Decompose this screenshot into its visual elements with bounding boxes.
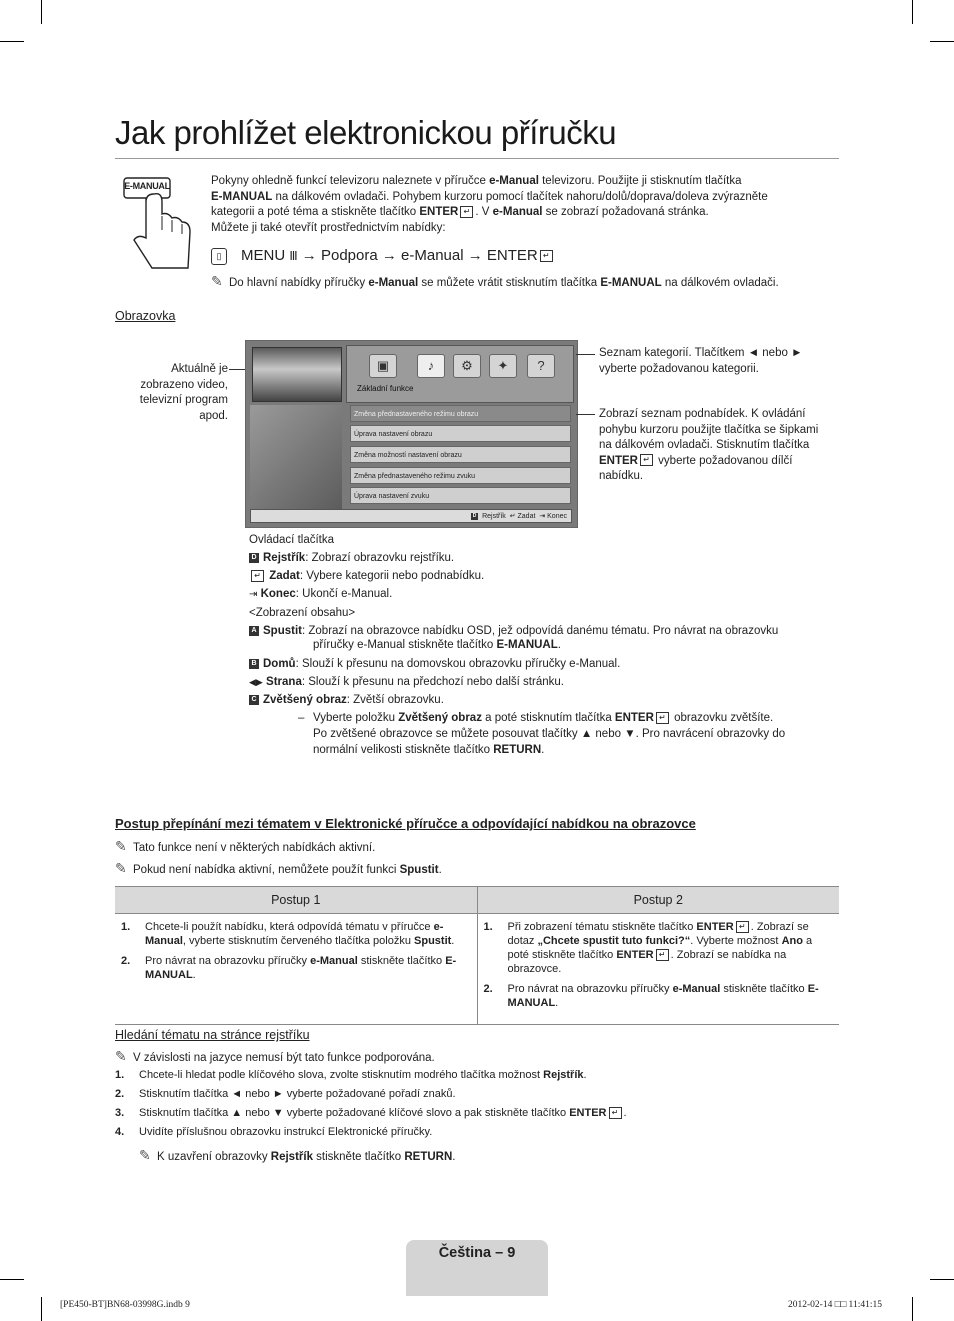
footer-file: [PE450-BT]BN68-03998G.indb 9 [60,1300,190,1310]
postup-note: ✎ Tato funkce není v některých nabídkách aktivní. [115,838,376,854]
category-settings-icon[interactable]: ⚙ [453,354,481,378]
crop-mark [930,1279,954,1280]
pencil-note-icon: ✎ [139,1147,151,1163]
menu-path: ▯ MENU Ⅲ → Podpora → e-Manual → ENTER ↵ [211,247,555,265]
enter-icon: ↵ [251,570,264,582]
left-note: Aktuálně je zobrazeno video, televizní program apod. [139,363,228,422]
crop-mark [930,41,954,42]
menu-grid-icon: Ⅲ [289,249,298,263]
category-label: Základní funkce [357,384,414,393]
leader-line [576,414,595,415]
leader-line [576,354,595,355]
enter-icon: ↵ [509,513,516,520]
page-number: Čeština – 9 [438,1245,516,1261]
category-bar [346,345,574,403]
hledani-list: ✎ V závislosti na jazyce nemusí být tato funkce podporována. 1. Chcete-li hledat podle klíčového slova, zvolte stisknutím modrého tlačítka možnost Rejstřík. 2. Stisknutím tlačítka ◄ nebo ► vyberte požadované pořadí znaků. 3. Stisknutím tlačítka ▲ nebo ▼ vyberte požadované klíčové slovo a pak stiskněte tlačítko ENTER ↵ . 4. Uvidíte příslušnou obrazovku instrukcí Elektronické příručky. ✎ K uzavření obrazovky Rejstřík stiskněte tlačítko RETURN. [115,1048,627,1163]
submenu-item[interactable]: Změna přednastaveného režimu obrazu [350,405,571,422]
screen-heading: Obrazovka [115,309,176,323]
emanual-key-label: E-MANUAL [124,181,170,191]
category-support-icon[interactable]: ✦ [489,354,517,378]
controls-list: Ovládací tlačítka D Rejstřík: Zobrazí obrazovku rejstříku. ↵ Zadat: Vybere kategorii nebo podnabídku. ⇥ Konec: Ukončí e-Manual. <Zobrazení obsahu> A Spustit: Zobrazí na obrazovce nabídku OSD, jež odpovídá danému tématu. Pro návrat na obrazovku příručky e-Manual stiskněte tlačítko E-MANUAL. B Domů: Slouží k přesunu na domovskou obrazovku příručky e-Manual. ◀▶ Strana: Slouží k přesunu na předchozí nebo další stránku. C Zvětšený obraz: Zvětší obrazovku. – Vyberte položku Zvětšený obraz a poté stisknutím tlačítka ENTER ↵ obrazovku zvětšíte. Po zvětšené obrazovce se můžete posouvat tlačítky ▲ nebo ▼. Pro navrácení obrazovky do normální velikosti stiskněte tlačítko RETURN. [249,534,786,756]
hledani-heading: Hledání tématu na stránce rejstříku [115,1028,310,1042]
left-right-arrows-icon: ◀▶ [249,677,263,687]
category-picture-icon[interactable]: ▣ [369,354,397,378]
exit-icon: ⇥ [539,513,546,520]
menu-note-icon: ▯ [211,248,227,265]
page-title: Jak prohlížet elektronickou příručku [115,114,617,151]
enter-icon: ↵ [640,454,653,466]
postup-note: ✎ Pokud není nabídka aktivní, nemůžete použít funkci Spustit. [115,860,442,876]
footer-date: 2012-02-14 □□ 11:41:15 [788,1300,882,1310]
category-help-icon[interactable]: ? [527,354,555,378]
title-divider [115,158,839,159]
pencil-note-icon: ✎ [211,273,223,289]
screen-illustration [250,405,342,509]
a-key-icon: A [249,626,259,636]
right-note-submenus: Zobrazí seznam podnabídek. K ovládání pohybu kurzoru použijte tlačítka se šipkami na dálkovém ovladači. Stisknutím tlačítka ENTER ↵ vyberte požadovanou dílčí nabídku. [599,408,819,482]
crop-mark [912,0,913,24]
crop-mark [912,1297,913,1321]
enter-icon: ↵ [656,949,669,961]
crop-mark [41,1297,42,1321]
pencil-note-icon: ✎ [115,860,127,876]
submenu-item[interactable]: Změna přednastaveného režimu zvuku [350,467,571,484]
b-key-icon: B [249,659,259,669]
right-note-categories: Seznam kategorií. Tlačítkem ◄ nebo ► vyberte požadovanou kategorii. [599,347,803,375]
submenu-item[interactable]: Úprava nastavení zvuku [350,487,571,504]
intro-text: Pokyny ohledně funkcí televizoru naleznete v příručce e-Manual televizoru. Použijte ji stisknutím tlačítka E-MANUAL na dálkovém ovladači. Pohybem kurzoru pomocí tlačítek nahoru/dolů/doprava/doleva zvýrazněte kategorii a poté téma a stiskněte tlačítko ENTER ↵ . V e-Manual se zobrazí požadovaná stránka. Můžete ji také otevřít prostřednictvím nabídky: [211,175,768,234]
enter-icon: ↵ [736,921,749,933]
table-cell: 1. Při zobrazení tématu stiskněte tlačítko ENTER ↵ . Zobrazí se dotaz „Chcete spustit tuto funkci?“. Vyberte možnost Ano a poté stiskněte tlačítko ENTER ↵ . Zobrazí se nabídka na obrazovce. 2. Pro návrat na obrazovku příručky e-Manual stiskněte tlačítko E-MANUAL. [477,914,839,1025]
crop-mark [0,1279,24,1280]
menu-note: ✎ Do hlavní nabídky příručky e-Manual se můžete vrátit stisknutím tlačítka E-MANUAL na dálkovém ovladači. [211,273,779,289]
c-key-icon: C [249,695,259,705]
pencil-note-icon: ✎ [115,1048,127,1064]
pencil-note-icon: ✎ [115,838,127,854]
table-header: Postup 2 [477,887,839,914]
enter-icon: ↵ [656,712,669,724]
crop-mark [41,0,42,24]
enter-icon: ↵ [540,250,553,262]
d-key-icon: D [249,553,259,563]
enter-icon: ↵ [609,1107,622,1119]
submenu-item[interactable]: Změna možností nastavení obrazu [350,446,571,463]
exit-icon: ⇥ [249,589,258,600]
table-cell: 1. Chcete-li použít nabídku, která odpovídá tématu v příručce e-Manual, vyberte stisknutím červeného tlačítka položku Spustit. 2. Pro návrat na obrazovku příručky e-Manual stiskněte tlačítko E-MANUAL. [115,914,477,1025]
category-sound-icon[interactable]: ♪ [417,354,445,378]
emanual-screen [245,340,578,528]
video-thumbnail [252,347,342,402]
crop-mark [0,41,24,42]
submenu-item[interactable]: Úprava nastavení obrazu [350,425,571,442]
postup-heading: Postup přepínání mezi tématem v Elektronické příručce a odpovídající nabídkou na obrazovce [115,816,696,831]
table-header: Postup 1 [115,887,477,914]
enter-icon: ↵ [460,206,473,218]
postup-table [115,886,839,1025]
control-bar: D Rejstřík ↵ Zadat ⇥ Konec [250,509,572,523]
